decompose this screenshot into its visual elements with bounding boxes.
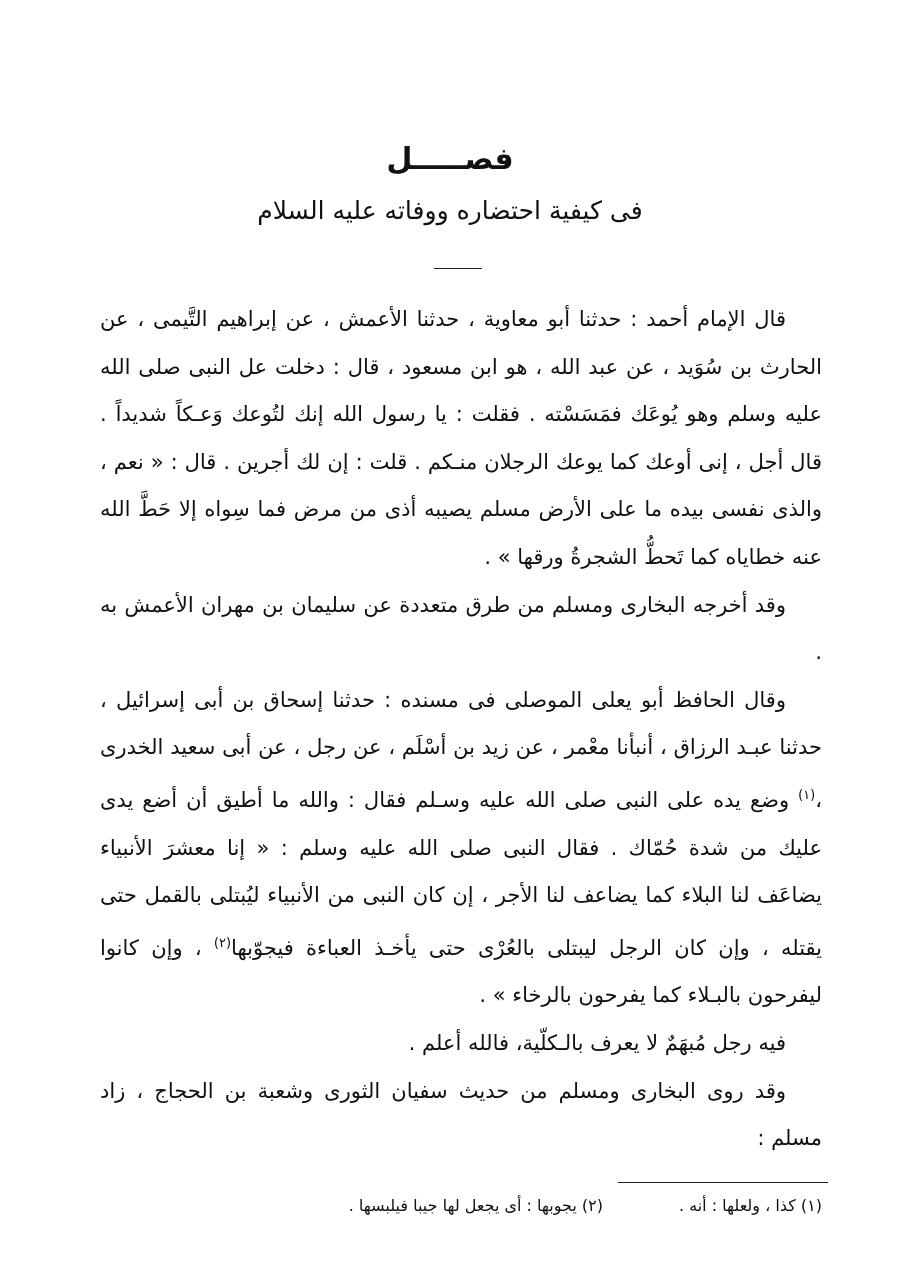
- title-divider: [434, 268, 482, 269]
- paragraph-abu-yala-part-2: وضع يده على النبى صلى الله عليه وسـلم فقال : والله ما أطيق أن أضع يدى عليك من شدة حُمّاك . فقال النبى صلى الله عليه وسلم : « إنا معشرَ الأنبياء يضاعَف لنا البلاء كما يضاعف لنا الأجر ، إن كان النبى من الأنبياء ليُبتلى بالقمل حتى يقتله ، وإن كان الرجل ليبتلى بالعُرْى حتى يأخـذ العباءة فيجوّبها: [100, 787, 823, 960]
- paragraph-bukhari-muslim: وقد أخرجه البخارى ومسلم من طرق متعددة عن سليمان بن مهران الأعمش به .: [100, 592, 822, 665]
- footnotes: [100, 1194, 822, 1218]
- paragraph-abu-yala: [100, 677, 822, 1020]
- footnote-marker-2[interactable]: (٢): [213, 935, 232, 951]
- paragraph-sufyan-shuba: وقد روى البخارى ومسلم من حديث سفيان الثورى وشعبة بن الحجاج ، زاد مسلم :: [100, 1078, 822, 1151]
- paragraph-abu-yala-part-1: وقال الحافظ أبو يعلى الموصلى فى مسنده : حدثنا إسحاق بن أبى إسرائيل ، حدثنا عبـد الرزاق ، أنبأنا معْمر ، عن زيد بن أسْلَم ، عن رجل ، عن أبى سعيد الخدرى ،: [100, 687, 822, 812]
- paragraph-abu-yala-part-3: ، وإن كانوا ليفرحون بالبـلاء كما يفرحون بالرخاء » .: [100, 935, 822, 1008]
- footnote-1: (١) كذا ، ولعلها : أنه .: [678, 1196, 822, 1215]
- section-subtitle: فى كيفية احتضاره ووفاته عليه السلام: [257, 196, 643, 225]
- footnote-marker-1[interactable]: (١): [798, 787, 816, 803]
- section-title: فصـــــل: [386, 142, 514, 177]
- footnote-divider: [618, 1182, 828, 1183]
- body-text: [100, 296, 822, 1163]
- paragraph-hadith-ahmad: قال الإمام أحمد : حدثنا أبو معاوية ، حدثنا الأعمش ، عن إبراهيم التَّيمى ، عن الحارث بن سُوَيد ، عن عبد الله ، هو ابن مسعود ، قال : دخلت عل النبى صلى الله عليه وسلم وهو يُوعَك فمَسَسْته . فقلت : يا رسول الله إنك لتُوعك وَعـكاً شديداً . قال أجل ، إنى أوعك كما يوعك الرجلان منـكم . قلت : إن لك أجرين . قال : « نعم ، والذى نفسى بيده ما على الأرض مسلم يصيبه أذى من مرض فما سِواه إلا حَطَّ الله عنه خطاياه كما تَحطُّ الشجرةُ ورقها » .: [100, 307, 822, 569]
- footnote-2: (٢) يجوبها : أى يجعل لها جيبا فيلبسها .: [348, 1196, 603, 1215]
- paragraph-mubham: فيه رجل مُبهَمٌ لا يعرف بالـكلّية، فالله أعلم .: [408, 1030, 786, 1055]
